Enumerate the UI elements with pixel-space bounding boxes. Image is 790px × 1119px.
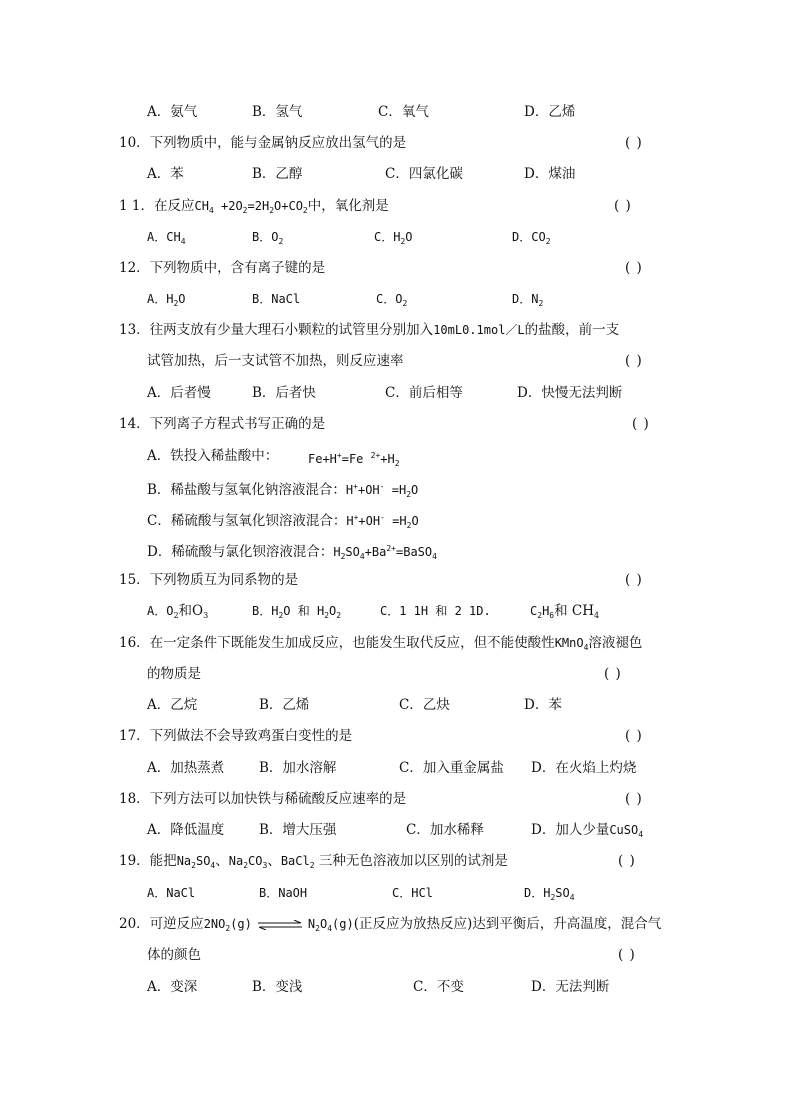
q9-option-b: B．氢气 xyxy=(252,104,303,120)
q20-option-c: C．不变 xyxy=(413,979,464,995)
equilibrium-arrow-icon xyxy=(256,920,304,930)
q9-option-d: D．乙烯 xyxy=(524,104,576,120)
q13-option-d: D．快慢无法判断 xyxy=(517,385,623,401)
q14-option-d-text: D．稀硫酸与氯化钡溶液混合：$H_2SO_4+Ba^{2+}=BaSO_4$ xyxy=(147,544,437,561)
q10-option-d: D．煤油 xyxy=(524,166,576,182)
q11-option-d: D．$CO_2$ xyxy=(512,230,551,246)
q13-stem-line2 xyxy=(0,348,790,374)
q10-option-a: A．苯 xyxy=(147,166,184,182)
q15-option-b: B．$H_2O$ 和 $H_2O_2$ xyxy=(252,604,342,620)
q10-stem xyxy=(0,130,790,156)
q13-option-c: C．前后相等 xyxy=(385,385,463,401)
q20-option-d: D．无法判断 xyxy=(531,979,610,995)
q19-option-d: D．$H_2SO_4$ xyxy=(524,886,575,902)
q11-text: 1 1．在反应$CH_4 +2O_2=2H_2O+CO_2$中，氧化剂是 xyxy=(119,198,389,215)
q10-text: 10．下列物质中，能与金属钠反应放出氢气的是 xyxy=(119,135,407,151)
q19-option-c: C．HCl xyxy=(392,886,433,900)
q15-stem xyxy=(0,567,790,593)
q20-text: 20．可逆反应$2NO_2(g)$ $N_2O_4(g)$(正反应为放热反应)达到平衡后，升高温度，混合气 xyxy=(119,916,662,933)
q16-options xyxy=(0,692,790,718)
q13-answer-blank: ( ) xyxy=(625,353,643,369)
q18-option-a: A．降低温度 xyxy=(147,822,225,838)
q19-text: 19．能把$Na_2SO_4$、$Na_2CO_3$、BaCl$_2$ 三种无色溶液加以区别的试剂是 xyxy=(119,853,508,870)
q14-answer-blank: ( ) xyxy=(632,416,650,432)
q13-option-a: A．后者慢 xyxy=(147,385,211,401)
q10-answer-blank: ( ) xyxy=(625,135,643,151)
q16-option-b: B．乙烯 xyxy=(259,697,310,713)
q19-answer-blank: ( ) xyxy=(618,853,636,869)
q20-option-a: A．变深 xyxy=(147,979,198,995)
q19-option-b: B．NaOH xyxy=(259,886,308,900)
q20-stem-line1 xyxy=(0,911,790,937)
q16-option-d: D．苯 xyxy=(524,697,562,713)
q20-text-cont: 体的颜色 xyxy=(147,947,201,963)
q17-options xyxy=(0,755,790,781)
q18-option-c: C．加水稀释 xyxy=(406,822,484,838)
q13-option-b: B．后者快 xyxy=(252,385,316,401)
q13-stem-line1 xyxy=(0,317,790,343)
q14-option-b-text: B．稀盐酸与氢氧化钠溶液混合：$H^++OH^- =H_2O$ xyxy=(147,482,419,499)
q12-text: 12．下列物质中，含有离子键的是 xyxy=(119,260,326,276)
q15-option-a: A．$O_2$和$O_3$ xyxy=(147,603,209,620)
q10-options xyxy=(0,161,790,187)
q12-option-a: A．$H_2O$ xyxy=(147,292,186,308)
q14-option-c xyxy=(0,505,790,531)
q15-answer-blank: ( ) xyxy=(625,572,643,588)
q17-text: 17．下列做法不会导致鸡蛋白变性的是 xyxy=(119,728,353,744)
q20-stem-line2 xyxy=(0,942,790,968)
q11-option-a: A．$CH_4$ xyxy=(147,230,186,246)
q12-option-d: D．$N_2$ xyxy=(512,292,544,308)
q15-option-d: $C_2H_6$和 $CH_4$ xyxy=(530,603,600,620)
q19-option-a: A．NaCl xyxy=(147,886,196,900)
q9-option-a: A．氨气 xyxy=(147,104,198,120)
q14-option-a xyxy=(0,443,790,469)
q14-option-a-text: A．铁投入稀盐酸中： xyxy=(147,448,279,464)
q10-option-b: B．乙醇 xyxy=(252,166,303,182)
q18-option-d: D．加人少量CuSO$_4$ xyxy=(531,822,644,839)
q17-option-c: C．加入重金属盐 xyxy=(399,760,504,776)
q9-options xyxy=(0,99,790,125)
q17-option-d: D．在火焰上灼烧 xyxy=(531,760,637,776)
q18-stem xyxy=(0,786,790,812)
q19-options xyxy=(0,880,790,906)
q11-options xyxy=(0,224,790,250)
q18-text: 18．下列方法可以加快铁与稀硫酸反应速率的是 xyxy=(119,791,407,807)
q19-stem xyxy=(0,848,790,874)
q12-option-b: B．NaCl xyxy=(252,292,301,306)
q12-options xyxy=(0,286,790,312)
q16-option-c: C．乙炔 xyxy=(399,697,450,713)
q11-option-c: C．$H_2O$ xyxy=(374,230,413,246)
q17-stem xyxy=(0,723,790,749)
q15-text: 15．下列物质互为同系物的是 xyxy=(119,572,299,588)
q13-text: 13．往两支放有少量大理石小颗粒的试管里分别加入10mL0.1mol／L的盐酸，前一支 xyxy=(119,322,620,338)
q16-text-cont: 的物质是 xyxy=(147,666,201,682)
q15-options xyxy=(0,598,790,624)
q16-stem-line2 xyxy=(0,661,790,687)
q16-answer-blank: ( ) xyxy=(604,666,622,682)
q20-options xyxy=(0,974,790,1000)
q16-text: 16．在一定条件下既能发生加成反应，也能发生取代反应，但不能使酸性KMnO$_4$溶液褪色 xyxy=(119,635,643,652)
q12-stem xyxy=(0,255,790,281)
q12-answer-blank: ( ) xyxy=(625,260,643,276)
q11-answer-blank: ( ) xyxy=(614,198,632,214)
q17-option-b: B．加水溶解 xyxy=(259,760,337,776)
q18-answer-blank: ( ) xyxy=(625,791,643,807)
q16-stem-line1 xyxy=(0,630,790,656)
q16-option-a: A．乙烷 xyxy=(147,697,198,713)
q11-option-b: B．$O_2$ xyxy=(252,230,284,246)
q13-text-cont: 试管加热，后一支试管不加热，则反应速率 xyxy=(147,353,404,369)
q15-option-c: C．1 1H 和 2 1D. xyxy=(380,604,491,618)
q20-option-b: B．变浅 xyxy=(252,979,303,995)
q14-option-b xyxy=(0,474,790,500)
q14-text: 14．下列离子方程式书写正确的是 xyxy=(119,416,326,432)
q18-option-b: B．增大压强 xyxy=(259,822,337,838)
q17-answer-blank: ( ) xyxy=(625,728,643,744)
q14-stem xyxy=(0,411,790,437)
q18-options xyxy=(0,817,790,843)
q14-option-a-equation: Fe+H+=Fe $^{2+}+H_2$ xyxy=(308,451,400,468)
q14-option-c-text: C．稀硫酸与氢氧化钡溶液混合：$H^++OH^- =H_2O$ xyxy=(147,513,419,530)
q12-option-c: C．$O_2$ xyxy=(376,292,408,308)
q9-option-c: C．氧气 xyxy=(378,104,429,120)
q10-option-c: C．四氯化碳 xyxy=(385,166,463,182)
q20-answer-blank: ( ) xyxy=(618,947,636,963)
q11-stem xyxy=(0,193,790,219)
q13-options xyxy=(0,380,790,406)
q17-option-a: A．加热蒸煮 xyxy=(147,760,225,776)
q14-option-d xyxy=(0,536,790,562)
